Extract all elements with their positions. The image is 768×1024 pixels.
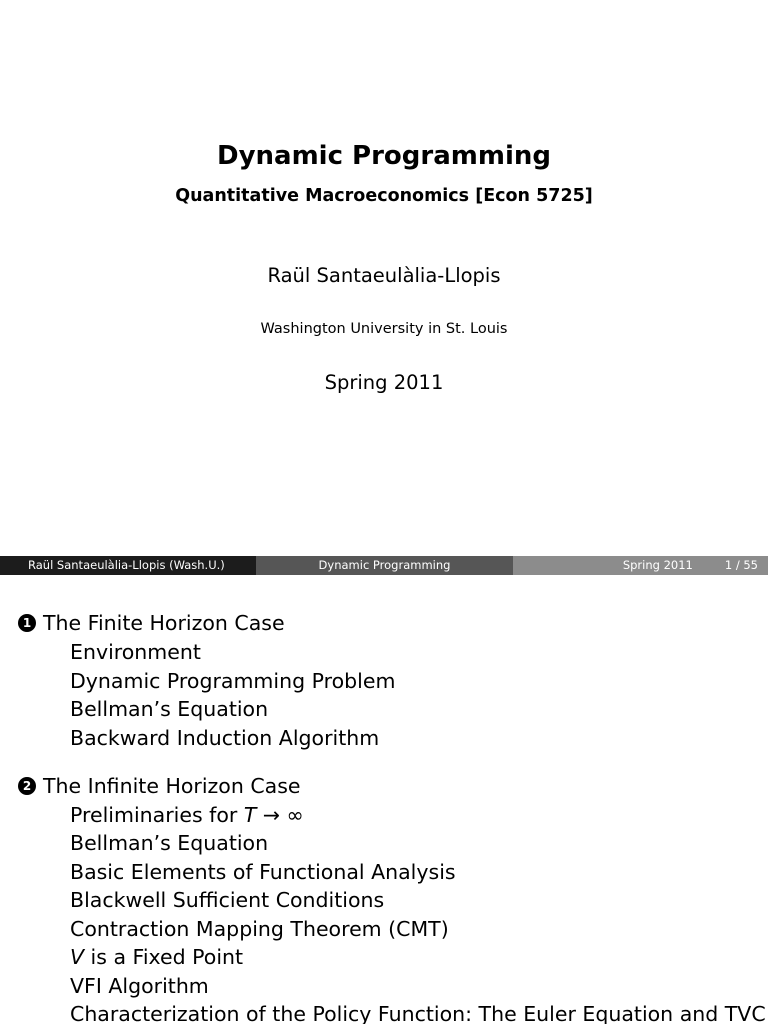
footer-title: Dynamic Programming [256,556,513,575]
slide-subtitle: Quantitative Macroeconomics [Econ 5725] [175,186,593,206]
toc-subsection[interactable]: Environment [70,640,201,664]
slide-date: Spring 2011 [324,371,444,394]
toc-subsection[interactable]: Basic Elements of Functional Analysis [70,860,456,884]
footer-author: Raül Santaeulàlia-Llopis (Wash.U.) [0,556,256,575]
toc-subsection[interactable]: Contraction Mapping Theorem (CMT) [70,917,449,941]
footer-right [513,556,768,575]
prelim-suffix: → ∞ [256,803,304,827]
fixed-point-text: is a Fixed Point [84,945,244,969]
institution: Washington University in St. Louis [260,321,508,337]
prelim-prefix: Preliminaries for [70,803,244,827]
toc-section-title: The Finite Horizon Case [43,611,285,635]
author-name: Raül Santaeulàlia-Llopis [267,264,501,287]
toc-section-1[interactable] [18,610,285,636]
footer-page-number: 1 / 55 [724,558,758,572]
section-number-ball-icon: 2 [18,777,36,795]
toc-subsection[interactable]: Blackwell Sufficient Conditions [70,888,385,912]
toc-subsection[interactable] [70,802,304,828]
math-V: V [70,945,85,969]
footer-bar [0,556,768,575]
toc-subsection[interactable] [70,944,243,970]
toc-section-2[interactable] [18,773,301,799]
toc-section-title: The Infinite Horizon Case [43,774,301,798]
toc-subsection[interactable]: Backward Induction Algorithm [70,726,380,750]
outline-slide [0,575,768,1024]
toc-subsection[interactable]: Dynamic Programming Problem [70,669,396,693]
footer-date: Spring 2011 [622,558,693,572]
toc-subsection[interactable]: Characterization of the Policy Function: The Euler Equation and TVC [70,1002,766,1024]
toc-subsection[interactable]: Bellman’s Equation [70,831,269,855]
toc-subsection[interactable]: Bellman’s Equation [70,697,269,721]
section-number-ball-icon: 1 [18,614,36,632]
slide-title: Dynamic Programming [217,141,551,171]
toc-subsection[interactable]: VFI Algorithm [70,974,209,998]
math-T: T [243,803,257,827]
